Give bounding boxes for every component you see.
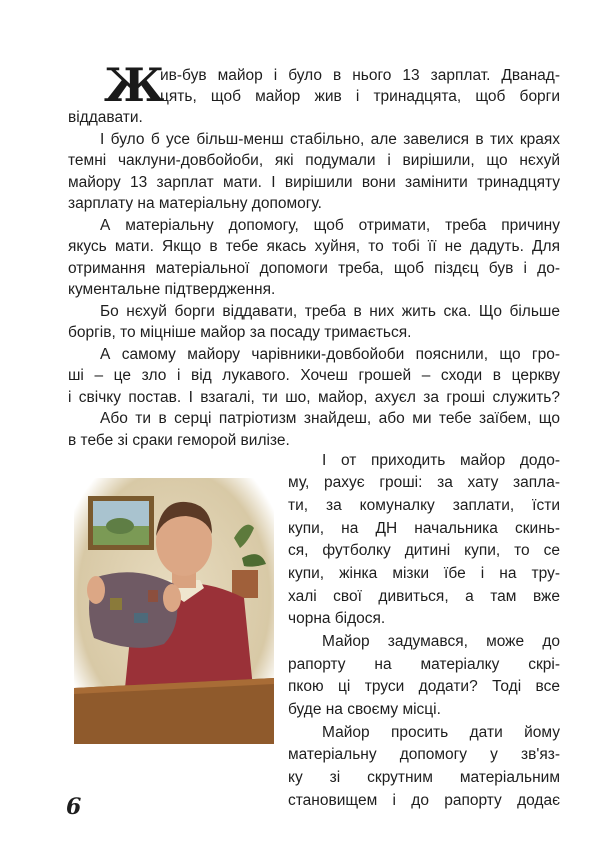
text-line: рапорту на матеріалку скрі- [288, 656, 560, 673]
text-line: Бо нєхуй борги віддавати, треба в них жить ска. Що більше [100, 303, 560, 320]
text-line: якусь мати. Якщо в тебе якась хуйня, то тобі її не дадуть. Для [68, 238, 560, 255]
text-line: цять, щоб майор жив і тринадцята, щоб борги [160, 88, 560, 105]
illustration-image [74, 478, 274, 744]
text-line: ші – це зло і від лукавого. Хочеш грошей – сходи в церкву [68, 367, 560, 384]
text-line: Майор задумався, може до [322, 633, 560, 650]
text-line: в тебе зі сраки геморой вилізе. [68, 432, 290, 449]
text-line: купи, жінка мізки їбе і на тру- [288, 565, 560, 582]
text-line: матеріальну допомогу у зв'яз- [288, 746, 560, 763]
text-line: буде на своєму місці. [288, 701, 441, 718]
text-line: купи, на ДН начальника скинь- [288, 520, 560, 537]
text-line: А самому майору чарівники-довбойоби пояснили, що гро- [100, 346, 560, 363]
page-number: 6 [66, 794, 82, 820]
text-line: І було б усе більш-менш стабільно, але завелися в тих краях [100, 131, 560, 148]
text-line: становищем і до рапорту додає [288, 792, 560, 809]
text-line: Майор просить дати йому [322, 724, 560, 741]
text-line: Або ти в серці патріотизм знайдеш, або ми тебе заїбем, що [100, 410, 560, 427]
text-line: віддавати. [68, 109, 143, 126]
text-line: му, рахує гроші: за хату запла- [288, 474, 560, 491]
text-line: ку зі скрутним матеріальним [288, 769, 560, 786]
text-line: темні чаклуни-довбойоби, які подумали і вирішили, що нєхуй [68, 152, 560, 169]
text-line: А матеріальну допомогу, щоб отримати, треба причину [100, 217, 560, 234]
text-line: ив-був майор і було в нього 13 зарплат. Дванад- [160, 67, 560, 84]
text-line: отримання матеріальної допомоги треба, щоб піздєц був і до- [68, 260, 560, 277]
text-line: чорна бідося. [288, 610, 386, 627]
text-line: пкою ці труси додати? Тоді все [288, 678, 560, 695]
text-line: І от приходить майор додо- [322, 452, 560, 469]
text-line: зарплату на матеріальну допомогу. [68, 195, 322, 212]
illustration-major-holding-torn-underpants [74, 478, 274, 744]
text-line: майору 13 зарплат мати. І вирішили вони замінити тринадцяту [68, 174, 560, 191]
text-line: ся, футболку дитині купи, то се [288, 542, 560, 559]
text-line: і свічку постав. І взагалі, ти шо, майор, ахуєл за гроші служить? [68, 389, 560, 406]
text-line: кументальне підтвердження. [68, 281, 276, 298]
text-line: ти, за комуналку заплати, їсти [288, 497, 560, 514]
text-line: боргів, то міцніше майор за посаду тримається. [68, 324, 412, 341]
drop-cap: Ж [104, 58, 165, 112]
text-line: халі свої дивиться, а там вже [288, 588, 560, 605]
